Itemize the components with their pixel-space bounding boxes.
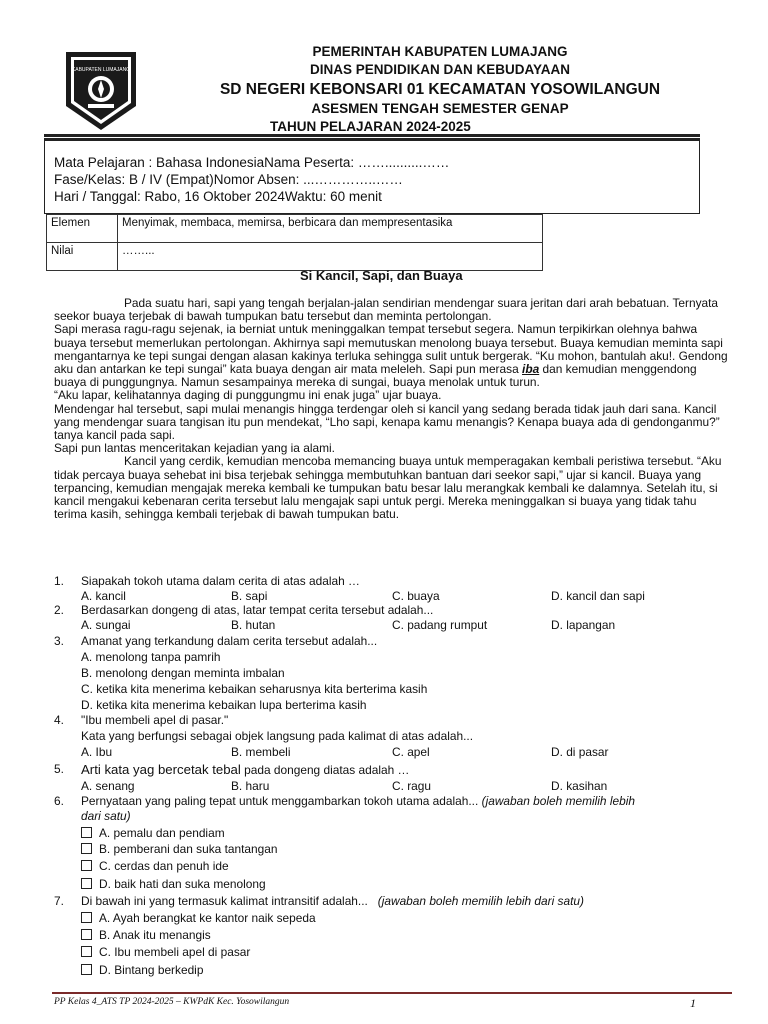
question-text-large: Arti kata yag bercetak tebal <box>81 762 241 777</box>
footer-divider <box>52 992 732 994</box>
option-d[interactable] <box>81 877 266 893</box>
option-label: A. pemalu dan pendiam <box>99 826 225 840</box>
table-row <box>47 243 543 271</box>
option-c[interactable]: C. apel <box>392 745 430 759</box>
question-text-main: Di bawah ini yang termasuk kalimat intransitif adalah... <box>81 894 368 908</box>
question-text: Siapakah tokoh utama dalam cerita di atas adalah … <box>81 574 360 588</box>
checkbox[interactable] <box>81 964 92 975</box>
question-text-main: Pernyataan yang paling tepat untuk menggambarkan tokoh utama adalah... <box>81 794 479 808</box>
story-paragraph: Pada suatu hari, sapi yang tengah berjalan-jalan sendirian mendengar suara jeritan dari arah bebatuan. Ternyata seekor buaya terjebak di bawah tumpukan batu tersebut dan meminta pertolongan. <box>54 296 719 324</box>
question-text-2: Kata yang berfungsi sebagai objek langsung pada kalimat di atas adalah... <box>81 729 474 743</box>
option-b[interactable]: B. haru <box>231 779 270 793</box>
story-text-span: Sapi merasa ragu-ragu sejenak, ia berniat untuk meninggalkan tempat tersebut segera. Namun terpikirkan olehnya bahwa buaya tersebut memerlukan pertolongan. Akhirnya sapi memutuskan menolong buaya tersebut. Buaya kemudian meminta sapi mengantarnya ke tepi sungai dengan alasan kakinya terluka sehingga sulit untuk bergerak. “Ku mohon, bantulah aku!. Gendong aku dan antarkan ke tepi sungai” kata buaya dengan air mata meleleh. Sapi pun merasa <box>54 322 728 377</box>
option-d[interactable]: D. di pasar <box>551 745 609 759</box>
student-info-box <box>44 138 700 214</box>
option-label: D. baik hati dan suka menolong <box>99 877 266 891</box>
elemen-label: Elemen <box>47 215 118 243</box>
option-c[interactable] <box>81 945 250 961</box>
option-a[interactable]: A. Ibu <box>81 745 113 759</box>
question-text <box>81 794 635 810</box>
option-c[interactable]: C. buaya <box>392 589 440 603</box>
checkbox[interactable] <box>81 843 92 854</box>
checkbox[interactable] <box>81 929 92 940</box>
option-c[interactable] <box>81 859 229 875</box>
option-b[interactable]: B. sapi <box>231 589 268 603</box>
footer-text: PP Kelas 4_ATS TP 2024-2025 – KWPdK Kec. Yosowilangun <box>54 997 290 1007</box>
question-number: 1. <box>54 574 64 588</box>
question-note: (jawaban boleh memilih lebih <box>481 794 635 808</box>
checkbox[interactable] <box>81 860 92 871</box>
header-government: PEMERINTAH KABUPATEN LUMAJANG <box>312 44 568 59</box>
checkbox[interactable] <box>81 912 92 923</box>
option-c[interactable]: C. ketika kita menerima kebaikan seharusnya kita berterima kasih <box>81 682 428 696</box>
checkbox[interactable] <box>81 827 92 838</box>
story-paragraph <box>54 323 730 389</box>
option-d[interactable] <box>81 963 203 979</box>
option-a[interactable]: A. menolong tanpa pamrih <box>81 650 221 664</box>
option-d[interactable]: D. ketika kita menerima kebaikan lupa berterima kasih <box>81 698 367 712</box>
option-b[interactable]: B. hutan <box>231 618 276 632</box>
question-text: "Ibu membeli apel di pasar." <box>81 713 229 727</box>
elemen-value: Menyimak, membaca, memirsa, berbicara dan mempresentasika <box>118 215 543 243</box>
option-d[interactable]: D. kasihan <box>551 779 608 793</box>
page-number: 1 <box>690 996 696 1010</box>
header-school: SD NEGERI KEBONSARI 01 KECAMATAN YOSOWILANGUN <box>219 81 661 98</box>
question-text: Berdasarkan dongeng di atas, latar tempat cerita tersebut adalah... <box>81 603 434 617</box>
question-note: (jawaban boleh memilih lebih dari satu) <box>377 894 584 908</box>
option-b[interactable] <box>81 842 278 858</box>
story-paragraph: Sapi pun lantas menceritakan kejadian yang ia alami. <box>54 441 335 456</box>
question-number: 2. <box>54 603 64 617</box>
question-number: 6. <box>54 794 64 808</box>
header-exam: ASESMEN TENGAH SEMESTER GENAP <box>311 101 569 116</box>
nilai-label: Nilai <box>47 243 118 271</box>
header-year: TAHUN PELAJARAN 2024-2025 <box>270 119 471 134</box>
checkbox[interactable] <box>81 946 92 957</box>
question-text-small: pada dongeng diatas adalah … <box>244 763 410 777</box>
option-label: C. Ibu membeli apel di pasar <box>99 945 251 959</box>
option-label: A. Ayah berangkat ke kantor naik sepeda <box>99 911 316 925</box>
question-text <box>81 762 409 779</box>
option-b[interactable]: B. membeli <box>231 745 291 759</box>
question-number: 4. <box>54 713 64 727</box>
story-text-span: dan kemudian menggendong buaya di punggungnya. Namun sesampainya mereka di sungai, buaya menolak untuk turun. <box>54 362 697 390</box>
option-label: B. pemberani dan suka tantangan <box>99 842 278 856</box>
option-label: B. Anak itu menangis <box>99 928 211 942</box>
question-number: 3. <box>54 634 64 648</box>
story-title: Si Kancil, Sapi, dan Buaya <box>300 268 463 283</box>
bold-word-iba: iba <box>522 362 540 377</box>
option-b[interactable]: B. menolong dengan meminta imbalan <box>81 666 285 680</box>
checkbox[interactable] <box>81 878 92 889</box>
option-label: C. cerdas dan penuh ide <box>99 859 229 873</box>
option-c[interactable]: C. ragu <box>392 779 431 793</box>
logo-lettering: KABUPATEN LUMAJANG <box>71 67 131 73</box>
question-number: 5. <box>54 762 64 776</box>
option-a[interactable]: A. sungai <box>81 618 131 632</box>
header-divider <box>44 134 700 137</box>
question-number: 7. <box>54 894 64 908</box>
info-date-time: Hari / Tanggal: Rabo, 16 Oktober 2024Waktu: 60 menit <box>54 189 382 204</box>
option-label: D. Bintang berkedip <box>99 963 204 977</box>
info-class-number: Fase/Kelas: B / IV (Empat)Nomor Absen: ...…………..…… <box>54 172 403 187</box>
story-paragraph: Mendengar hal tersebut, sapi mulai menangis hingga terdengar oleh si kancil yang sedang berada tidak jauh dari sana. Kancil yang mendengar suara tangisan itu pun mendekat, “Lho sapi, kenapa kamu menangis? Kenapa buaya ada di gendonganmu?” tanya kancil pada sapi. <box>54 401 720 443</box>
option-b[interactable] <box>81 928 211 944</box>
question-text <box>81 894 584 910</box>
question-text: Amanat yang terkandung dalam cerita tersebut adalah... <box>81 634 378 648</box>
option-c[interactable]: C. padang rumput <box>392 618 488 632</box>
info-subject-name: Mata Pelajaran : Bahasa IndonesiaNama Peserta: ……..........…… <box>54 155 450 170</box>
question-note-cont: dari satu) <box>81 809 131 823</box>
regency-emblem-logo <box>60 44 142 132</box>
option-a[interactable] <box>81 826 225 842</box>
option-a[interactable]: A. senang <box>81 779 135 793</box>
story-paragraph: “Aku lapar, kelihatannya daging di punggungmu ini enak juga” ujar buaya. <box>54 388 442 403</box>
header-department: DINAS PENDIDIKAN DAN KEBUDAYAAN <box>309 62 571 77</box>
nilai-value: ……... <box>118 243 543 271</box>
elemen-table <box>46 214 543 271</box>
option-d[interactable]: D. kancil dan sapi <box>551 589 645 603</box>
option-d[interactable]: D. lapangan <box>551 618 616 632</box>
table-row <box>47 215 543 243</box>
option-a[interactable] <box>81 911 316 927</box>
story-text <box>54 297 730 521</box>
story-paragraph: Kancil yang cerdik, kemudian mencoba memancing buaya untuk memperagakan kembali peristiwa tersebut. “Aku tidak percaya buaya sehebat ini bisa terjebak sehingga membutuhkan bantuan dari seekor sapi,” ujar si kancil. Buaya yang terpancing, kemudian mengajak mereka kembali ke tumpukan batu besar lalu merangkak kembali ke dalamnya. Setelah itu, si kancil mengakui kebenaran cerita tersebut lalu mengajak sapi untuk pergi. Mereka meninggalkan si buaya yang tidak tahu terima kasih, sehingga kembali terjebak di bawah tumpukan batu. <box>54 454 722 522</box>
option-a[interactable]: A. kancil <box>81 589 126 603</box>
